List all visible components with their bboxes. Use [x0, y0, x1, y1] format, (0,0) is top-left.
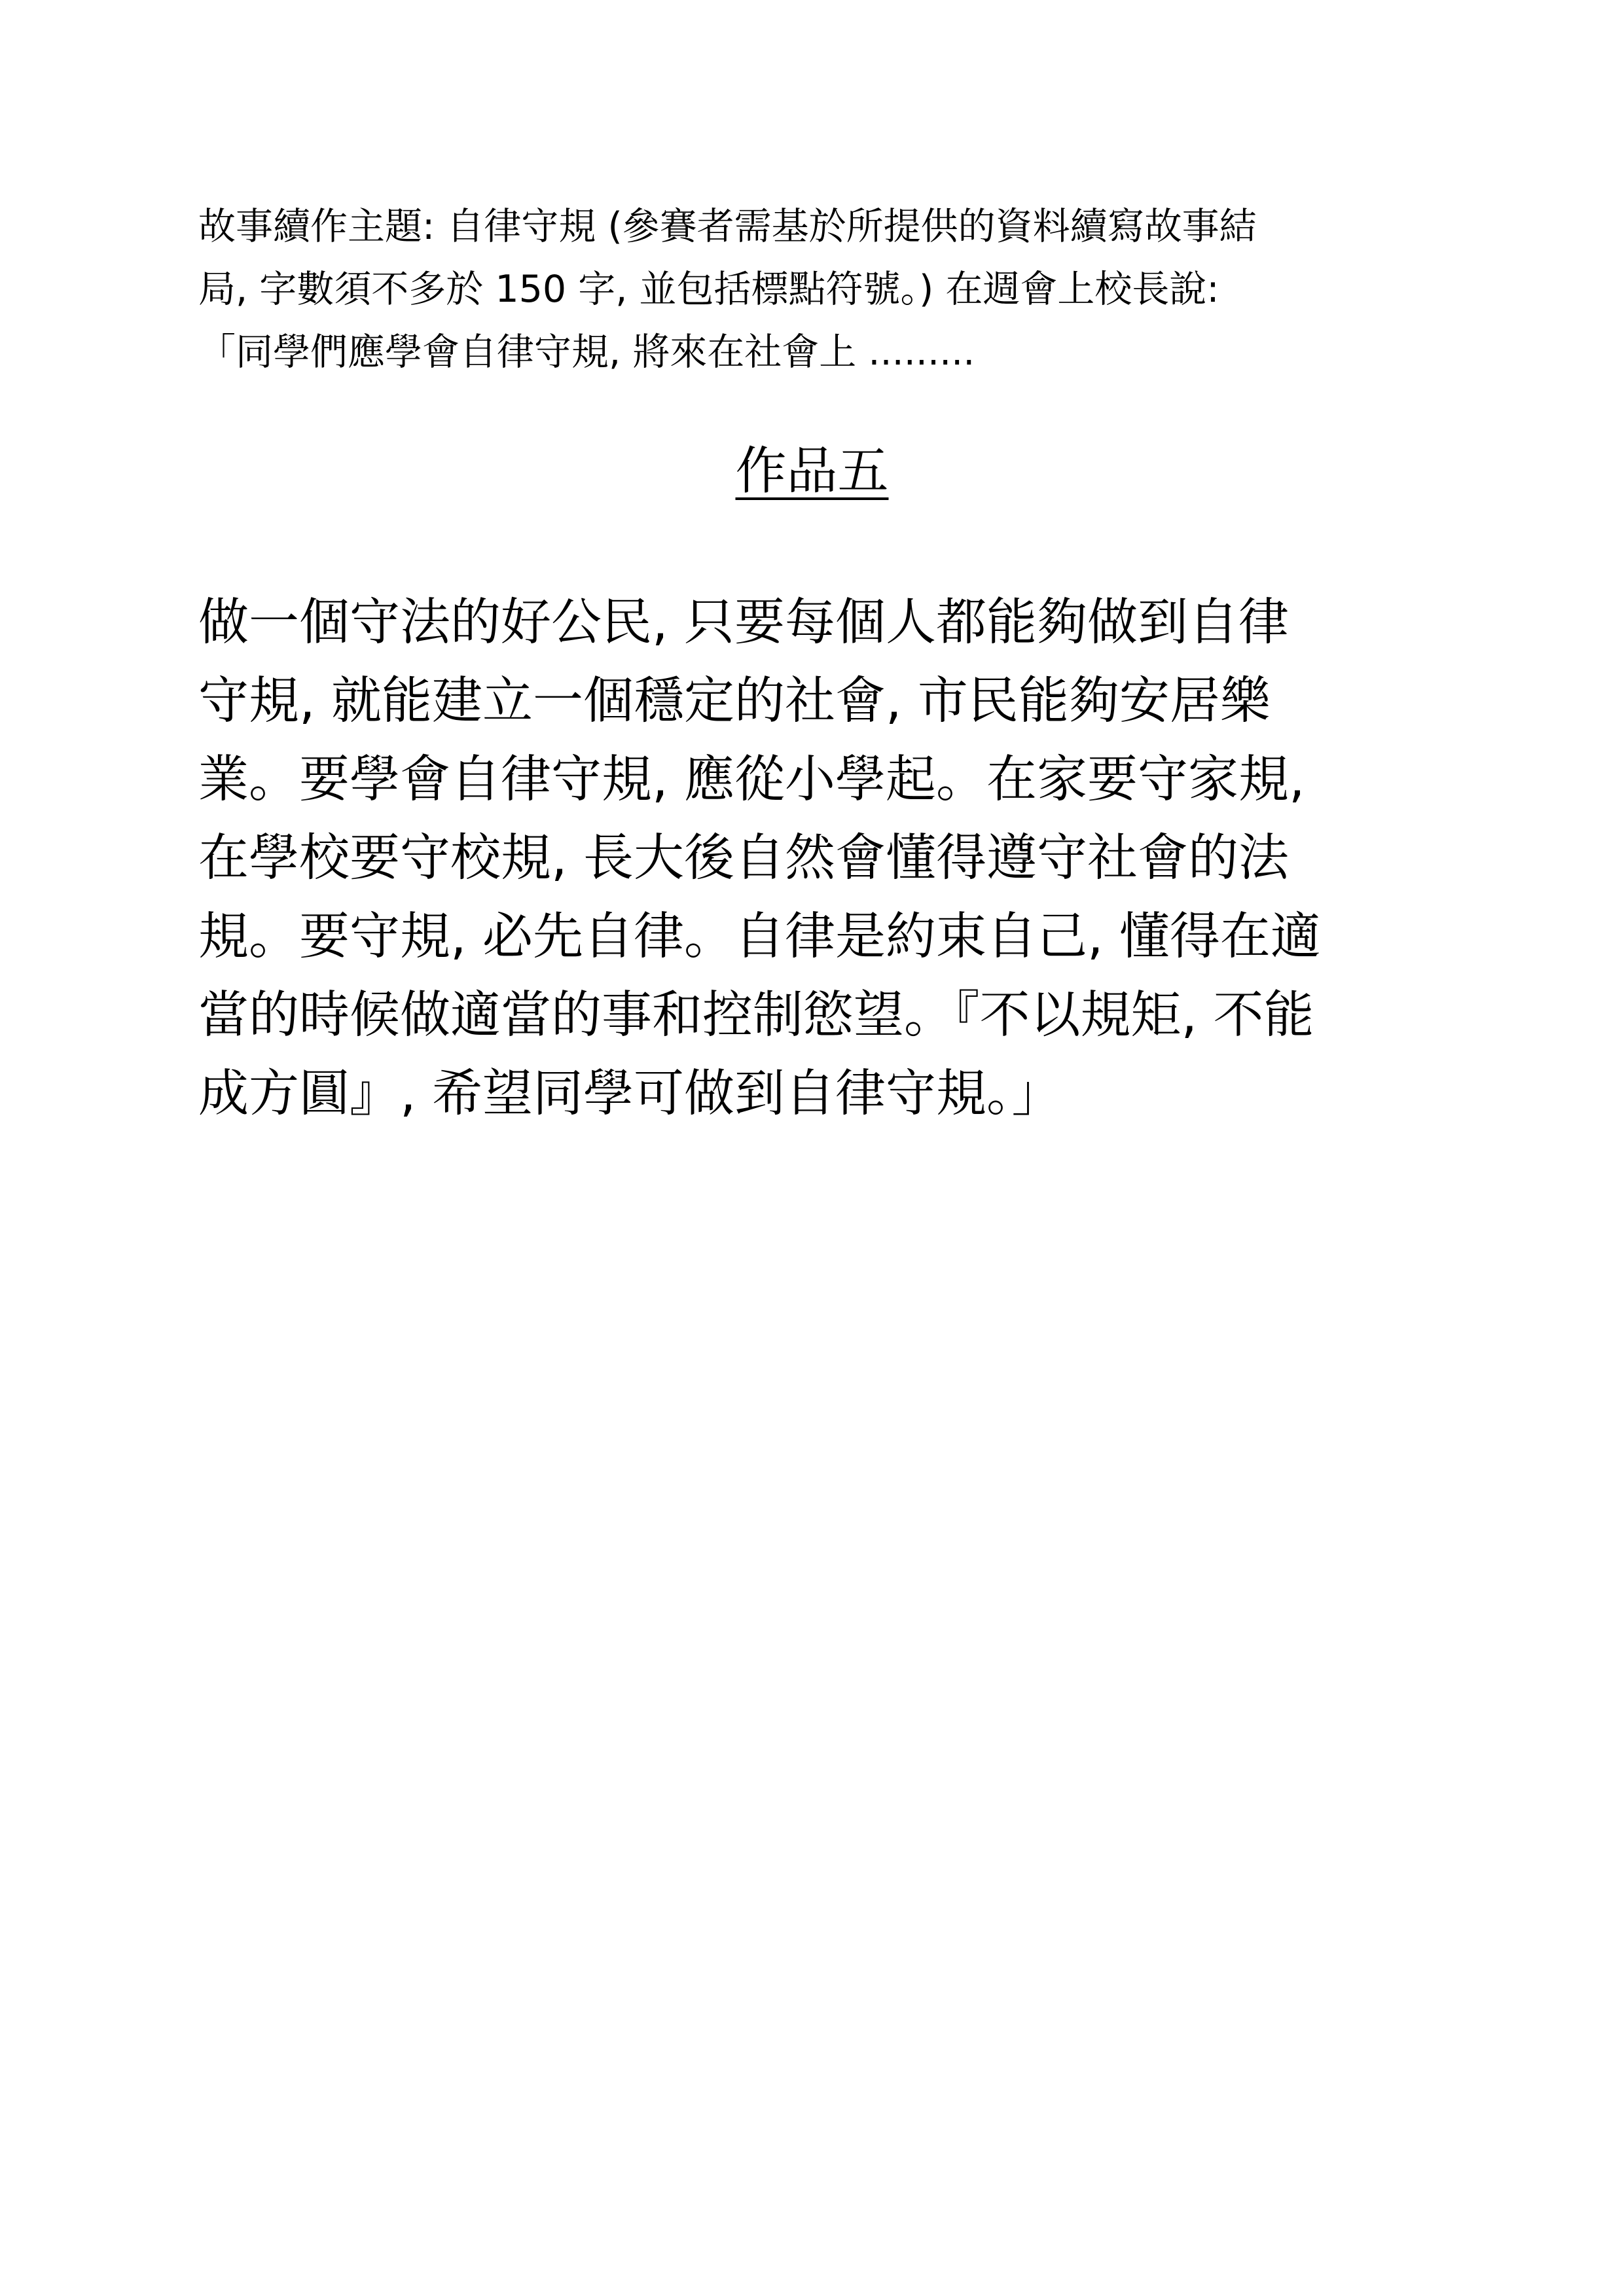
story-line: 在學校要守校規, 長大後自然會懂得遵守社會的法 [198, 829, 1289, 888]
work-title-text: 作品五 [735, 442, 889, 501]
story-line: 規。要守規, 必先自律。自律是約束自己, 懂得在適 [198, 908, 1321, 966]
story-body [198, 584, 1442, 1134]
prompt-line: 「同學們應學會自律守規, 將來在社會上 ......... [198, 331, 975, 374]
prompt-line: 故事續作主題: 自律守規 (參賽者需基於所提供的資料續寫故事結 [198, 205, 1257, 248]
story-line: 成方圓』, 希望同學可做到自律守規。」 [198, 1065, 1062, 1123]
story-line: 業。要學會自律守規, 應從小學起。在家要守家規, [198, 751, 1305, 809]
story-prompt [198, 195, 1442, 384]
prompt-line: 局, 字數須不多於 150 字, 並包括標點符號。) 在週會上校長說: [198, 268, 1219, 311]
story-line: 當的時候做適當的事和控制慾望。『不以規矩, 不能 [198, 986, 1314, 1045]
work-title [0, 435, 1624, 507]
story-line: 守規, 就能建立一個穩定的社會, 市民能夠安居樂 [198, 672, 1271, 730]
story-line: 做一個守法的好公民, 只要每個人都能夠做到自律 [198, 594, 1289, 652]
